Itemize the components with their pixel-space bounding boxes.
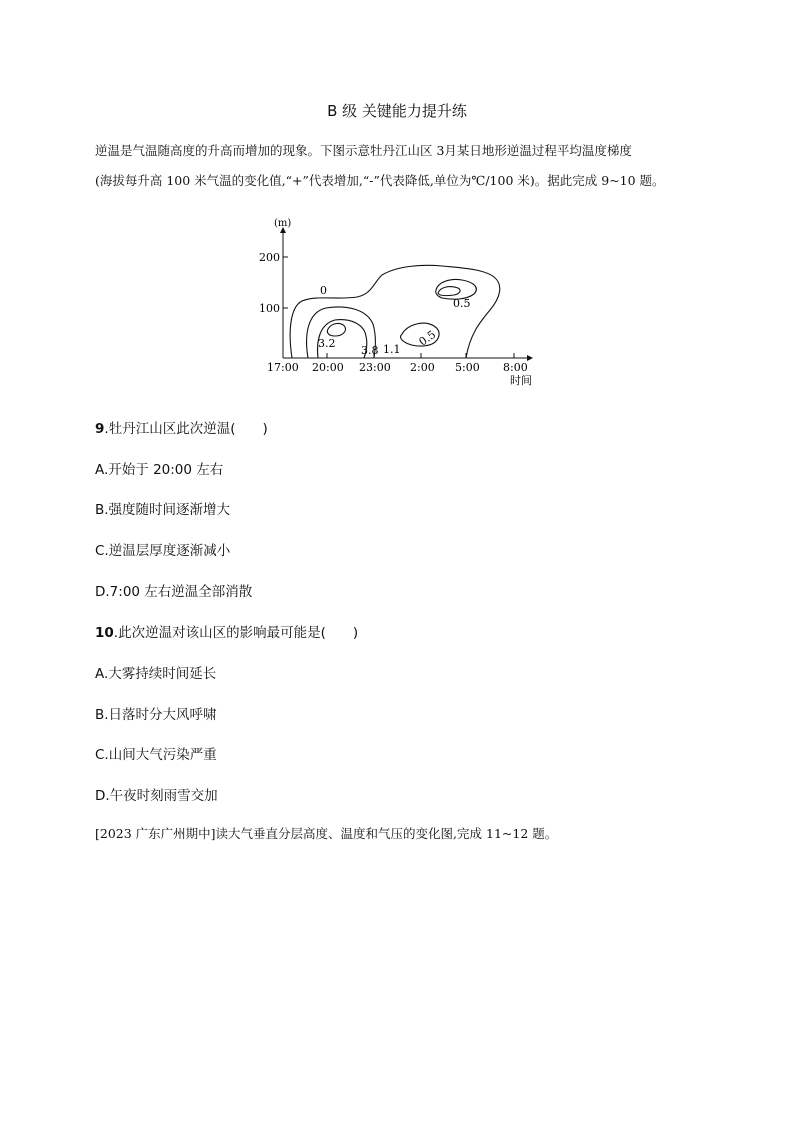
x-tick-2300: 23:00 <box>359 361 391 374</box>
contour-label-0-5-upper: 0.5 <box>453 297 471 310</box>
contour-label-1-1: 1.1 <box>383 343 401 356</box>
question-9-option-a[interactable]: A.开始于 20:00 左右 <box>95 462 224 478</box>
question-10-option-a[interactable]: A.大雾持续时间延长 <box>95 666 217 682</box>
section-title: B 级 关键能力提升练 <box>327 102 467 120</box>
contour-label-3-2: 3.2 <box>318 337 336 350</box>
x-tick-0500: 5:00 <box>455 361 480 374</box>
intro-paragraph <box>95 136 715 196</box>
x-tick-0200: 2:00 <box>410 361 435 374</box>
question-9-option-b[interactable]: B.强度随时间逐渐增大 <box>95 502 231 518</box>
inversion-contour-figure <box>259 212 542 392</box>
question-10-number: 10 <box>95 625 114 641</box>
question-9-stem <box>95 417 268 437</box>
question-10-option-c[interactable]: C.山间大气污染严重 <box>95 747 217 763</box>
contour-core-upper <box>438 287 460 296</box>
contour-label-3-8: 3.8 <box>361 344 379 357</box>
x-tick-0800: 8:00 <box>503 361 528 374</box>
contour-label-0: 0 <box>320 284 327 297</box>
contour-label-0-5-lower: 0.5 <box>416 327 439 349</box>
intro-line-2: (海拔每升高 100 米气温的变化值,“+”代表增加,“-”代表降低,单位为℃/100 米)。据此完成 9~10 题。 <box>95 173 665 188</box>
next-question-intro: [2023 广东广州期中]读大气垂直分层高度、温度和气压的变化图,完成 11~12 题。 <box>95 826 558 841</box>
question-10-option-b[interactable]: B.日落时分大风呼啸 <box>95 707 217 723</box>
x-tick-2000: 20:00 <box>312 361 344 374</box>
question-9-option-c[interactable]: C.逆温层厚度逐渐减小 <box>95 543 231 559</box>
question-9-option-d[interactable]: D.7:00 左右逆温全部消散 <box>95 584 253 600</box>
y-unit-label: (m) <box>274 218 292 229</box>
intro-line-1: 逆温是气温随高度的升高而增加的现象。下图示意牡丹江山区 3月某日地形逆温过程平均温度梯度 <box>95 143 632 158</box>
question-10-text: .此次逆温对该山区的影响最可能是( ) <box>113 625 359 641</box>
y-tick-100: 100 <box>259 302 280 315</box>
question-9-number: 9 <box>95 421 105 437</box>
contour-core-3-8 <box>327 323 345 336</box>
contour-chart <box>259 212 542 392</box>
x-tick-1700: 17:00 <box>267 361 299 374</box>
question-10-stem <box>95 621 358 641</box>
x-axis-label: 时间 <box>510 374 532 387</box>
question-9-text: .牡丹江山区此次逆温( ) <box>104 421 268 437</box>
y-tick-200: 200 <box>259 251 280 264</box>
question-10-option-d[interactable]: D.午夜时刻雨雪交加 <box>95 788 218 804</box>
